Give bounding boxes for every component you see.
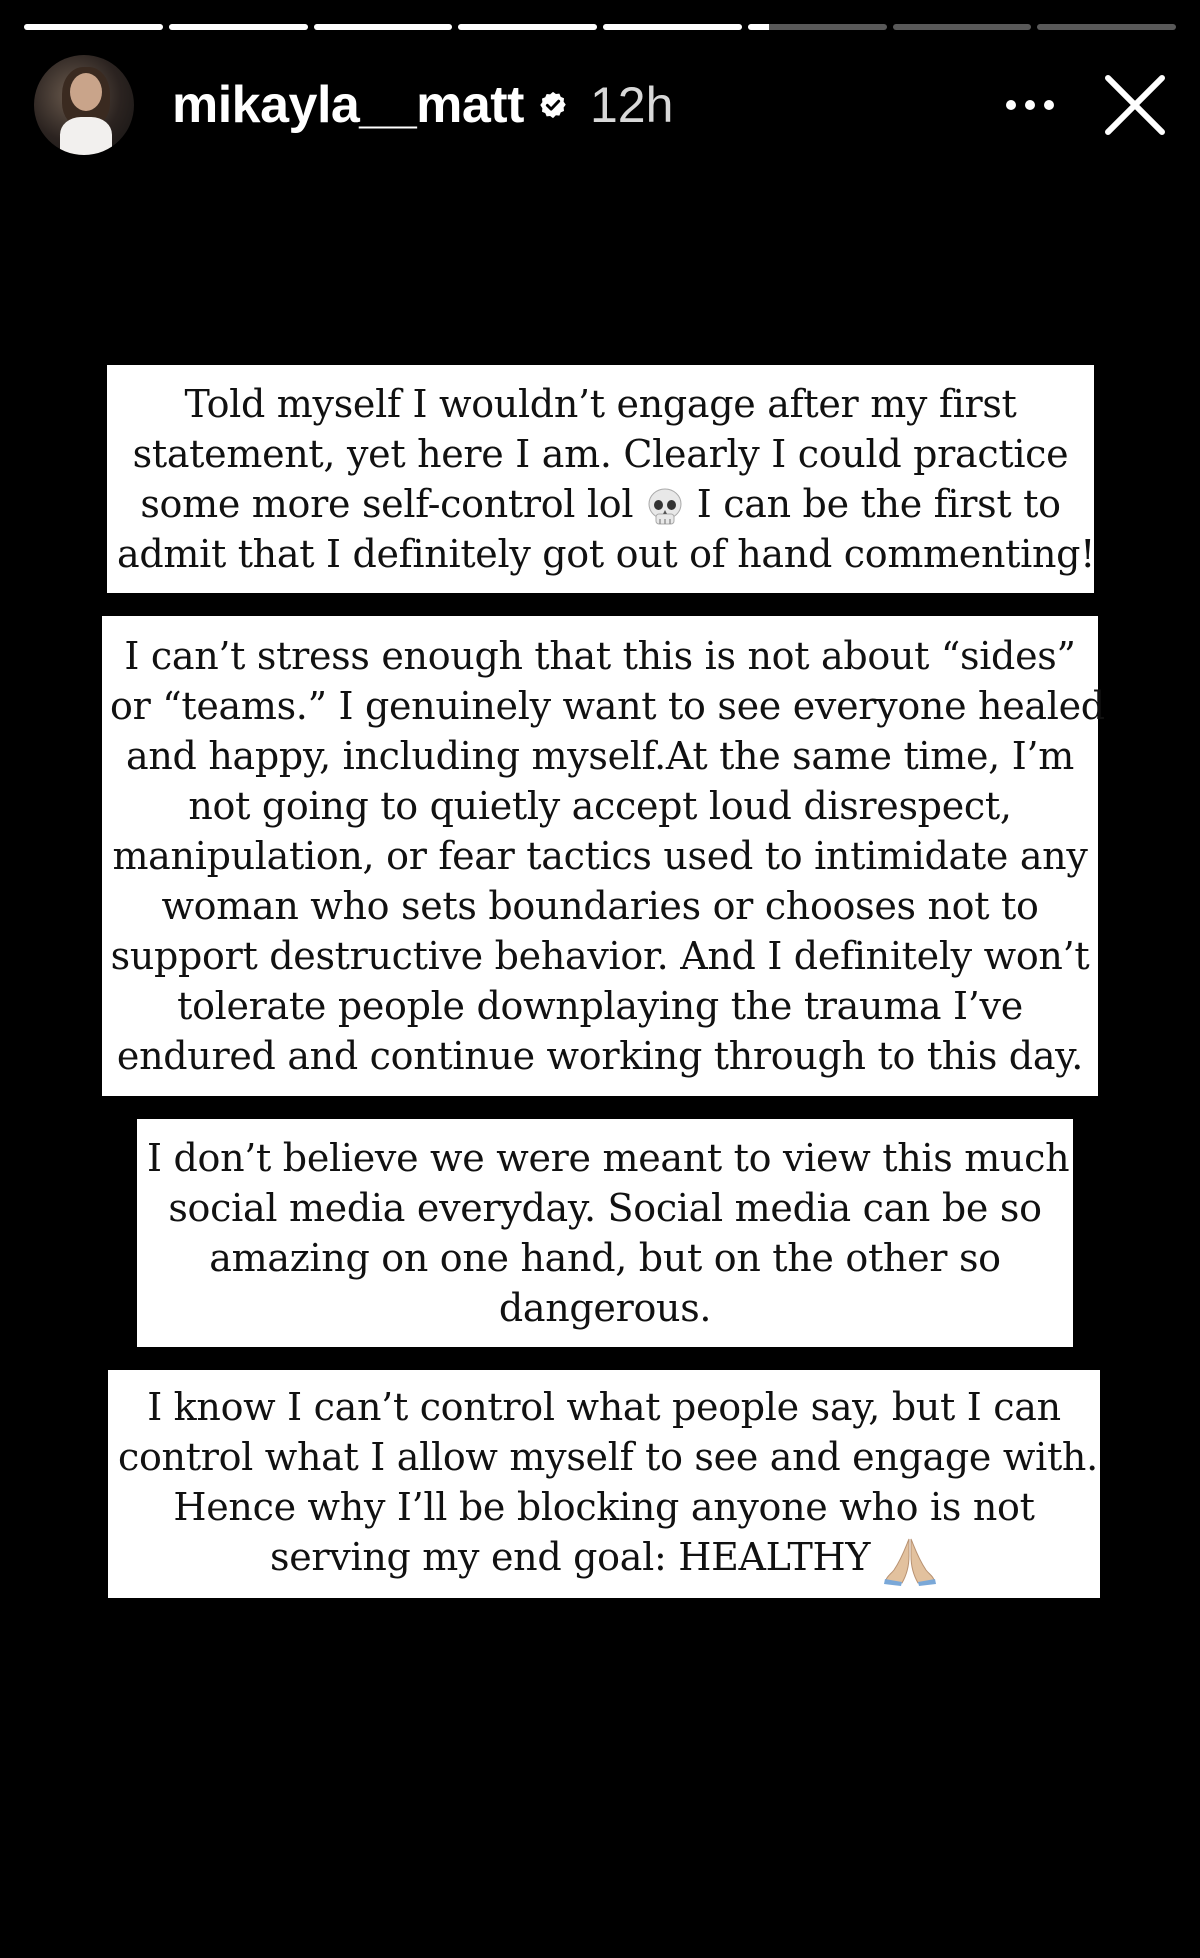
card-line: not going to quietly accept loud disrespect, (188, 784, 1012, 828)
username[interactable]: mikayla__matt (172, 76, 524, 134)
card-line-part: serving my end goal: HEALTHY (270, 1535, 871, 1580)
more-options-button[interactable] (1000, 75, 1060, 135)
card-line (117, 479, 1084, 529)
card-line: support destructive behavior. And I definitely won’t (110, 934, 1090, 978)
card-line: tolerate people downplaying the trauma I’ve (177, 984, 1023, 1028)
card-line-part: I can be the first to (696, 482, 1061, 526)
close-icon[interactable] (1100, 70, 1170, 140)
card-line: I don’t believe we were meant to view this much (147, 1136, 1070, 1180)
progress-segment (893, 24, 1032, 30)
progress-segment (1037, 24, 1176, 30)
verified-badge-icon (538, 90, 568, 120)
progress-segment (603, 24, 742, 30)
card-line: I can’t stress enough that this is not about “sides” (124, 634, 1076, 678)
progress-segment (458, 24, 597, 30)
progress-segment (748, 24, 887, 30)
card-line: social media everyday. Social media can be so (168, 1186, 1042, 1230)
card-line: and happy, including myself.At the same time, I’m (126, 734, 1074, 778)
progress-segment (169, 24, 308, 30)
story-header (34, 60, 1170, 150)
card-line: manipulation, or fear tactics used to intimidate any (112, 834, 1088, 878)
card-line: Hence why I’ll be blocking anyone who is not (173, 1485, 1035, 1530)
card-line (118, 1532, 1090, 1586)
card-line: endured and continue working through to this day. (116, 1034, 1084, 1078)
card-line: I know I can’t control what people say, but I can (147, 1385, 1061, 1430)
text-card (137, 1119, 1073, 1347)
card-line: or “teams.” I genuinely want to see everyone healed (110, 684, 1105, 728)
text-card (102, 616, 1105, 1096)
card-line: Told myself I wouldn’t engage after my first (184, 382, 1017, 426)
card-line: amazing on one hand, but on the other so (209, 1236, 1001, 1280)
card-line-part: some more self-control lol (140, 482, 634, 526)
skull-emoji (645, 487, 685, 529)
text-card (107, 365, 1094, 593)
card-line: woman who sets boundaries or chooses not to (161, 884, 1039, 928)
text-card (108, 1370, 1100, 1598)
card-line: dangerous. (498, 1286, 712, 1330)
progress-segment (314, 24, 453, 30)
card-line: admit that I definitely got out of hand commenting! (117, 532, 1096, 576)
folded-hands-emoji (882, 1536, 938, 1586)
progress-segment (24, 24, 163, 30)
story-progress-bar (24, 24, 1176, 30)
story-timestamp: 12h (589, 77, 674, 133)
card-line: statement, yet here I am. Clearly I could practice (132, 432, 1069, 476)
more-horizontal-icon (1004, 98, 1056, 112)
card-line: control what I allow myself to see and engage with. (118, 1435, 1098, 1480)
avatar[interactable] (34, 55, 134, 155)
